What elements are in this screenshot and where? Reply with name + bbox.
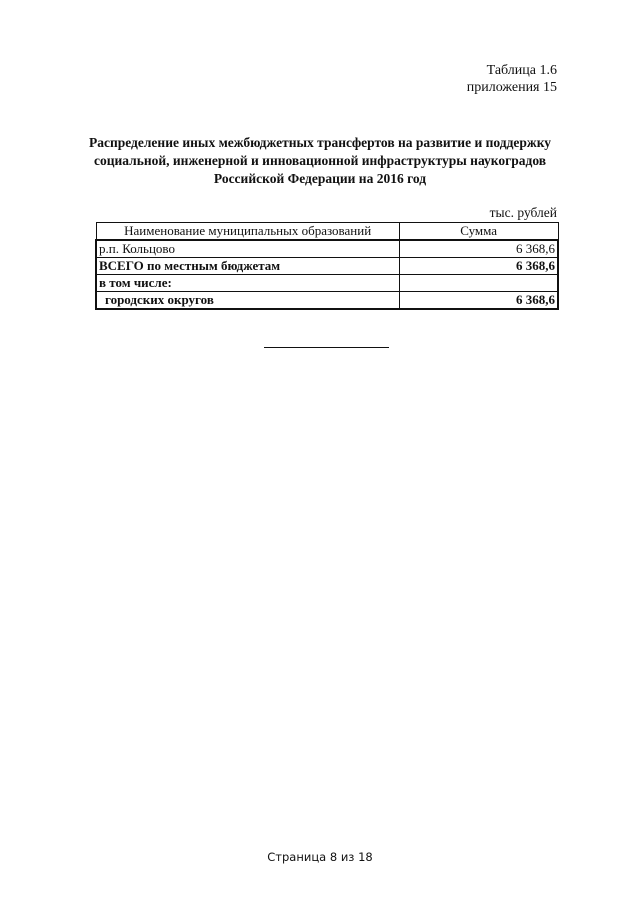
- title-line: Российской Федерации на 2016 год: [213, 171, 427, 186]
- table-row-urban-districts: [96, 292, 558, 310]
- title-line: Распределение иных межбюджетных трансфертов на развитие и поддержку: [88, 135, 552, 150]
- table-number: Таблица 1.6: [486, 63, 557, 78]
- header-municipality: Наименование муниципальных образований: [96, 223, 399, 241]
- table-row: [96, 240, 558, 258]
- table-header-row: [96, 223, 558, 241]
- appendix-number: приложения 15: [466, 80, 557, 95]
- table-reference: [467, 62, 557, 96]
- header-sum: Сумма: [399, 223, 558, 241]
- municipality-name: р.п. Кольцово: [96, 240, 399, 258]
- transfers-table: [95, 222, 559, 310]
- total-value: 6 368,6: [399, 258, 558, 275]
- including-label: в том числе:: [96, 275, 399, 292]
- units-label: тыс. рублей: [489, 205, 557, 220]
- end-divider: [264, 347, 389, 348]
- document-title: [80, 134, 560, 188]
- title-line: социальной, инженерной и инновационной инфраструктуры наукоградов: [93, 153, 547, 168]
- table-row-total: [96, 258, 558, 275]
- including-value: [399, 275, 558, 292]
- urban-districts-value: 6 368,6: [399, 292, 558, 310]
- total-label: ВСЕГО по местным бюджетам: [96, 258, 399, 275]
- urban-districts-label: городских округов: [96, 292, 399, 310]
- table-row-including: [96, 275, 558, 292]
- sum-value: 6 368,6: [399, 240, 558, 258]
- page-footer: Страница 8 из 18: [267, 850, 373, 864]
